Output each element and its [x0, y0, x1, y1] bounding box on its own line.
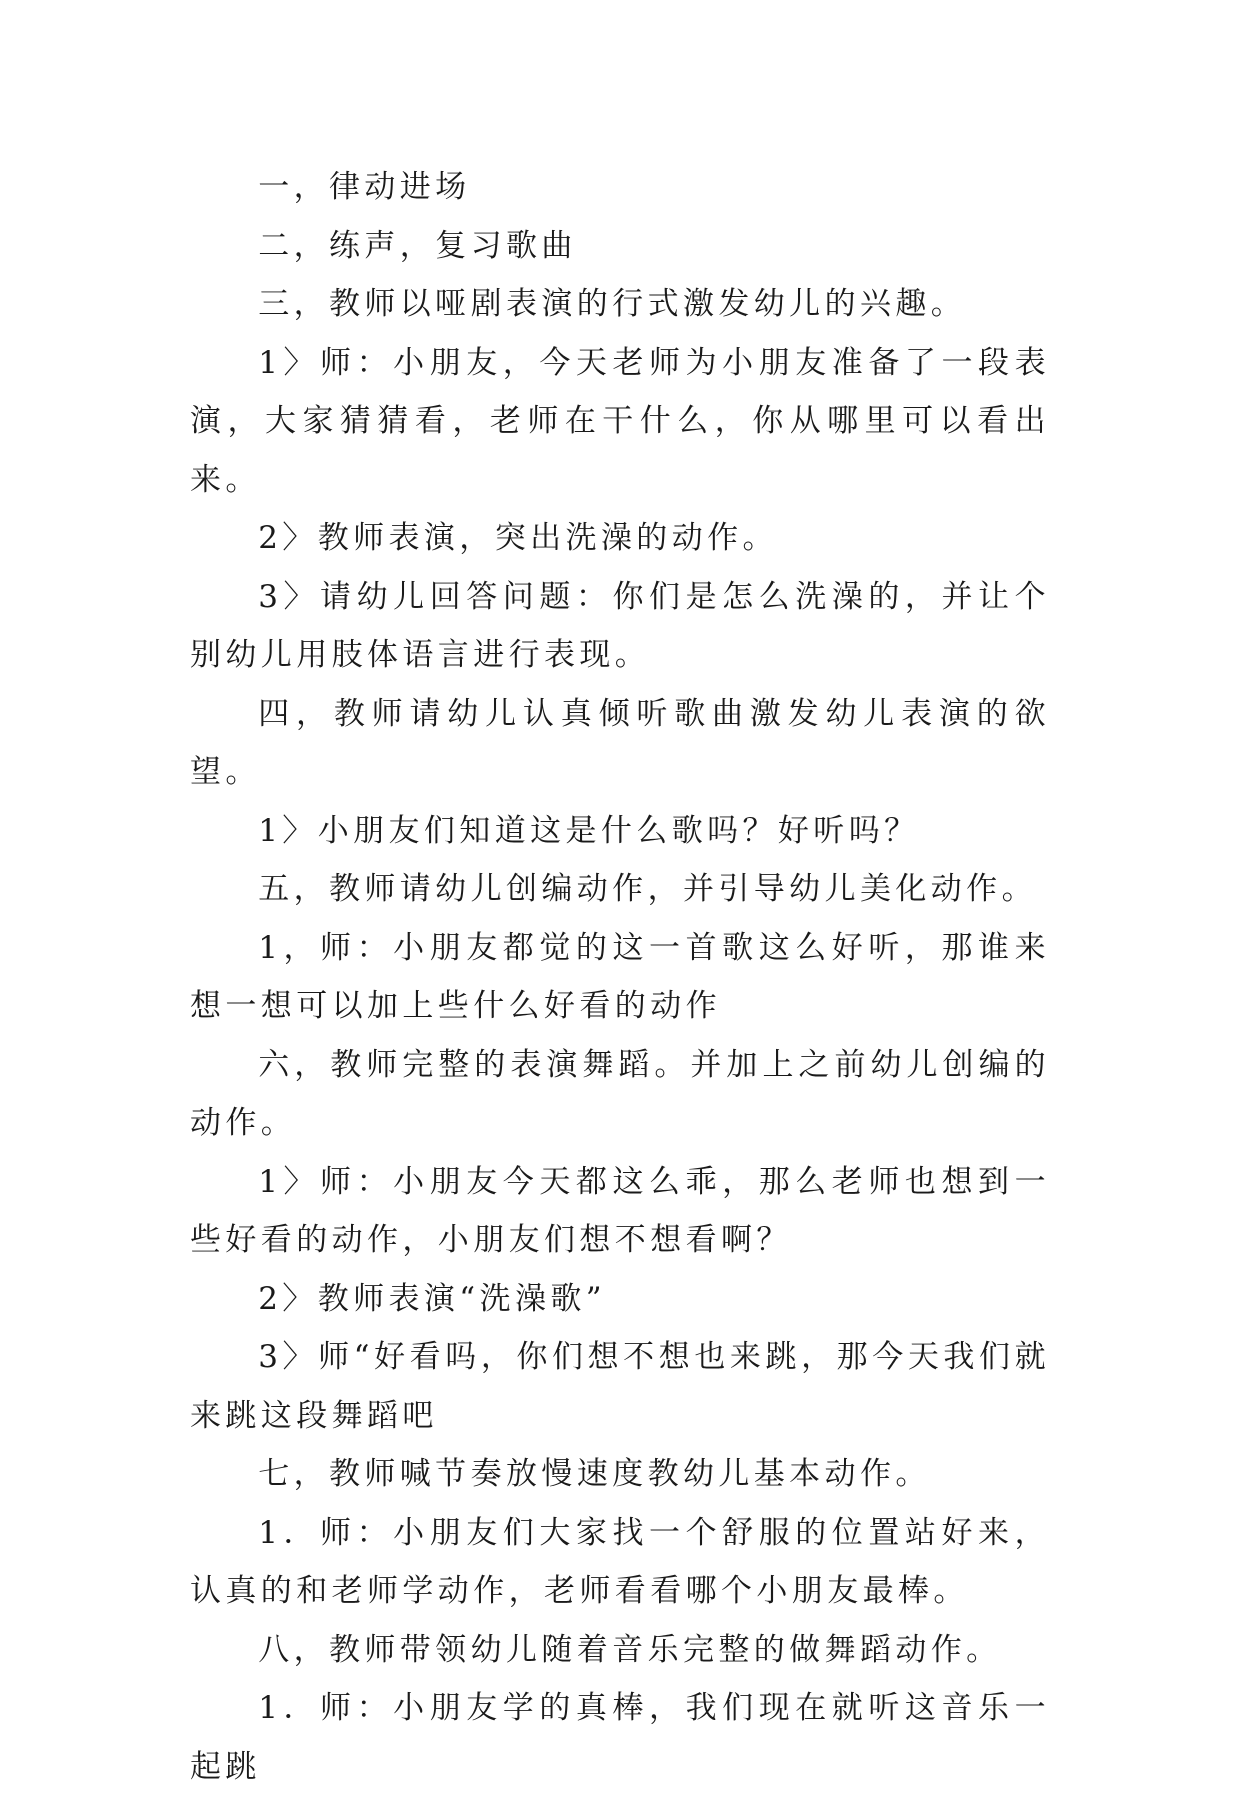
paragraph: 一，律动进场: [258, 169, 471, 205]
paragraph: 三，教师以哑剧表演的行式激发幼儿的兴趣。: [258, 286, 967, 322]
document-body: [190, 158, 1050, 1796]
paragraph: 2〉教师表演“洗澡歌”: [258, 1280, 607, 1317]
paragraph: 1．师：小朋友们大家找一个舒服的位置站好来，认真的和老师学动作，老师看看哪个小朋友最棒。: [190, 1514, 1050, 1609]
paragraph: 六，教师完整的表演舞蹈。并加上之前幼儿创编的动作。: [190, 1046, 1050, 1141]
paragraph: 3〉请幼儿回答问题：你们是怎么洗澡的，并让个别幼儿用肢体语言进行表现。: [190, 578, 1050, 673]
paragraph: 四，教师请幼儿认真倾听歌曲激发幼儿表演的欲望。: [190, 695, 1050, 790]
paragraph: 七，教师喊节奏放慢速度教幼儿基本动作。: [258, 1456, 931, 1492]
paragraph: 3〉师“好看吗，你们想不想也来跳，那今天我们就来跳这段舞蹈吧: [190, 1339, 1050, 1434]
paragraph: 1〉师：小朋友今天都这么乖，那么老师也想到一些好看的动作，小朋友们想不想看啊？: [190, 1163, 1050, 1258]
paragraph: 1，师：小朋友都觉的这一首歌这么好听，那谁来想一想可以加上些什么好看的动作: [190, 929, 1050, 1024]
paragraph: 五，教师请幼儿创编动作，并引导幼儿美化动作。: [258, 871, 1037, 907]
paragraph: 1〉师：小朋友，今天老师为小朋友准备了一段表演，大家猜猜看，老师在干什么，你从哪里可以看出来。: [190, 344, 1050, 498]
paragraph: 1〉小朋友们知道这是什么歌吗？好听吗？: [258, 812, 920, 849]
paragraph: 2〉教师表演，突出洗澡的动作。: [258, 520, 778, 556]
paragraph: 1．师：小朋友学的真棒，我们现在就听这音乐一起跳: [190, 1690, 1050, 1785]
paragraph: 八，教师带领幼儿随着音乐完整的做舞蹈动作。: [258, 1631, 1002, 1668]
paragraph: 二，练声，复习歌曲: [258, 227, 577, 264]
